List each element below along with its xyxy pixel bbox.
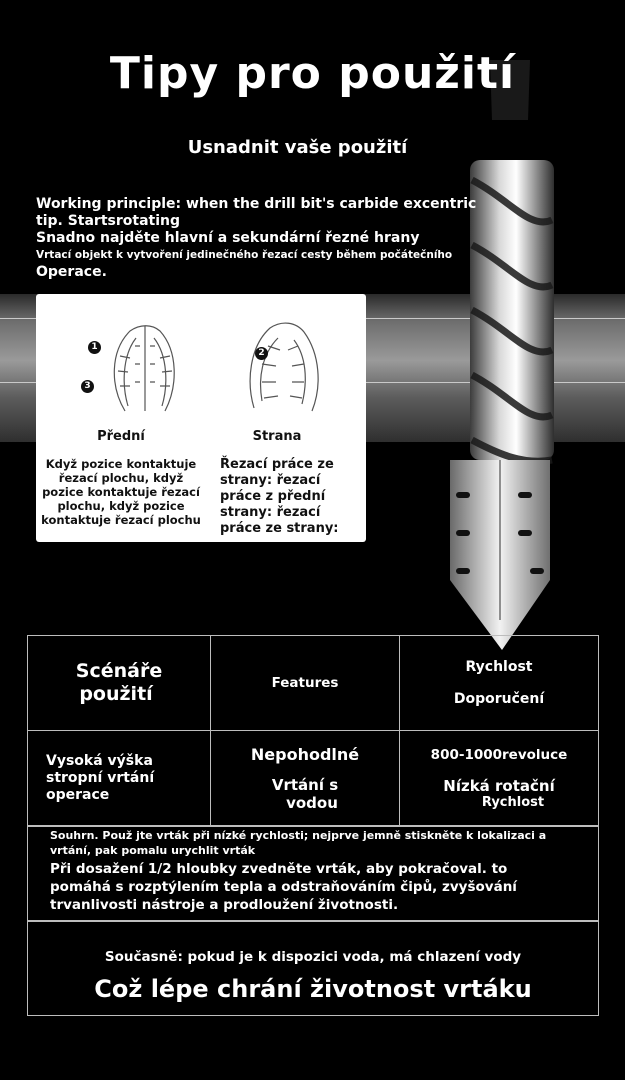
intro-line: Working principle: when the drill bit's carbide excentric [36,196,477,212]
header-speed: Rychlost Doporučení [400,636,599,731]
page-title: Tipy pro použití [109,48,516,99]
marker-1: 1 [88,341,101,354]
summary-line: Při dosažení 1/2 hloubky zvedněte vrták, aby pokračoval. to [50,861,508,877]
conclusion-box [27,920,599,1016]
intro-line: Operace. [36,264,107,280]
front-label: Přední [97,429,145,444]
intro-line: Vrtací objekt k vytvoření jedinečného řezací cesty během počátečního [36,249,453,261]
summary-line: Souhrn. Použ jte vrták při nízké rychlosti; nejprve jemně stiskněte k lokalizaci a [50,829,547,842]
summary-line: vrtání, pak pomalu urychlit vrták [50,844,256,857]
summary-box [27,826,599,922]
marker-2: 2 [255,347,268,360]
usage-table [27,635,599,826]
table-row [28,731,599,826]
side-description: Řezací práce ze strany: řezací práce z přední strany: řezací práce ze strany: [220,457,339,536]
row-scenario: Vysoká výška stropní vrtání operace [28,731,211,826]
conclusion-headline: Což lépe chrání životnost vrtáku [94,975,532,1003]
conclusion-note: Současně: pokud je k dispozici voda, má chlazení vody [104,949,522,965]
intro-line: tip. Startsrotating [36,213,180,229]
summary-line: pomáhá s rozptýlením tepla a odstraňováním čipů, zvyšování [50,879,517,895]
side-label: Strana [252,429,302,444]
header-features: Features [211,636,400,731]
marker-3: 3 [81,380,94,393]
cutting-diagram-card [36,294,366,542]
header-scenario: Scénáře použití [28,636,211,731]
front-description: Když pozice kontaktuje řezací plochu, když pozice kontaktuje řezací plochu, když pozice kontaktuje řezací plochu [41,457,201,527]
page-subtitle: Usnadnit vaše použití [187,137,408,158]
intro-line: Snadno najděte hlavní a sekundární řezné hrany [36,230,420,246]
summary-line: trvanlivosti nástroje a prodloužení životnosti. [50,897,399,913]
table-header-row [28,636,599,731]
front-view-drawing [80,316,210,421]
side-view-drawing [240,316,330,421]
row-speed: 800-1000revoluce Nízká rotační Rychlost [400,731,599,826]
row-features: Nepohodlné Vrtání s vodou [211,731,400,826]
